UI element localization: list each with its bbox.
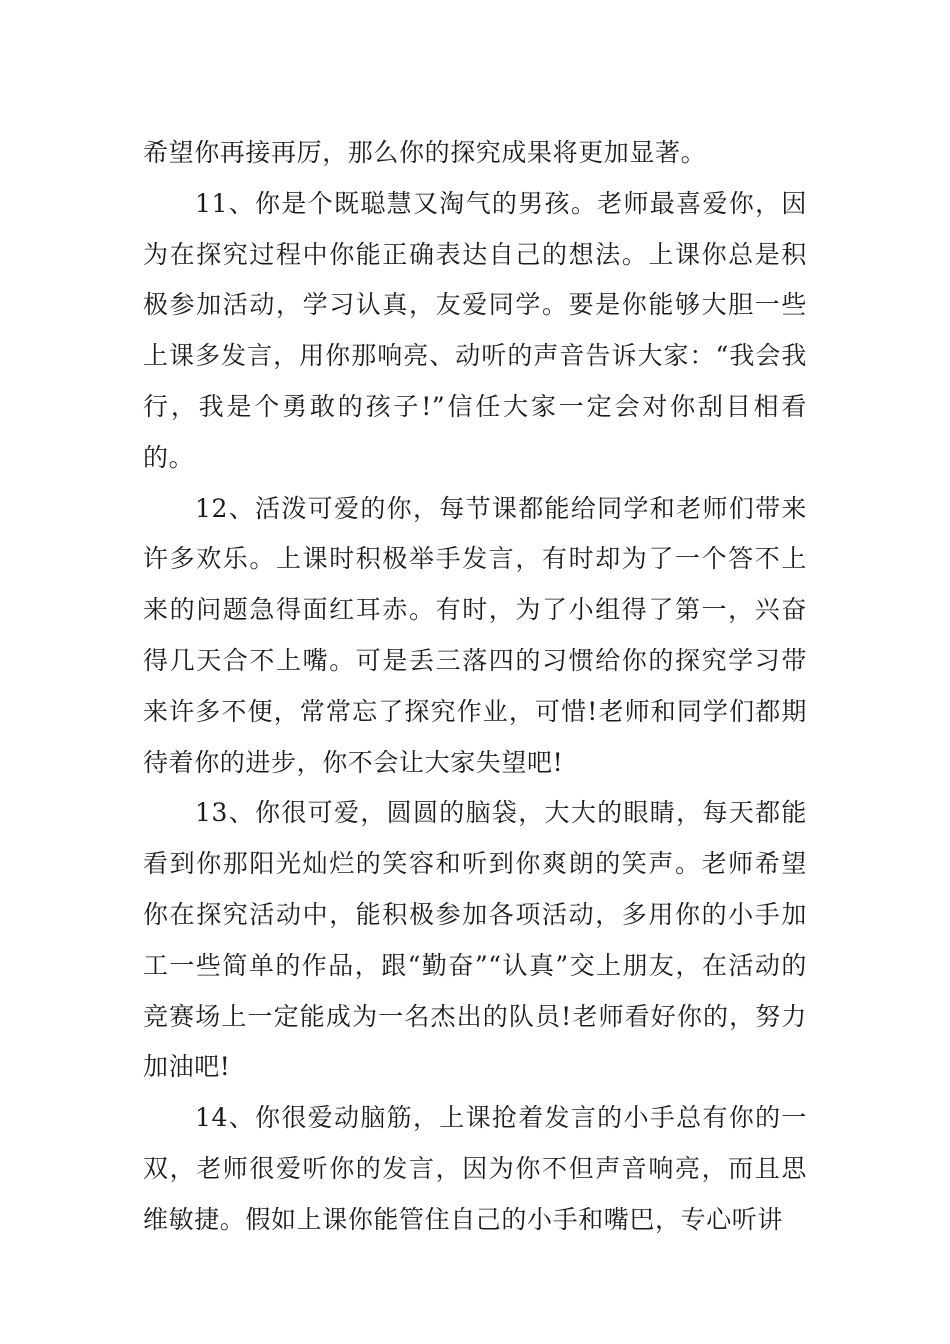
paragraph-continuation: 希望你再接再厉，那么你的探究成果将更加显著。	[143, 138, 707, 167]
paragraph-comment-13: 13、你很可爱，圆圆的脑袋，大大的眼睛，每天都能看到你那阳光灿烂的笑容和听到你爽朗的笑声。老师希望你在探究活动中，能积极参加各项活动，多用你的小手加工一些简单的作品，跟“勤奋”“认真”交上朋友，在活动的竞赛场上一定能成为一名杰出的队员!老师看好你的，努力加油吧!	[143, 798, 807, 1082]
paragraph-comment-12: 12、活泼可爱的你，每节课都能给同学和老师们带来许多欢乐。上课时积极举手发言，有时却为了一个答不上来的问题急得面红耳赤。有时，为了小组得了第一，兴奋得几天合不上嘴。可是丢三落四的习惯给你的探究学习带来许多不便，常常忘了探究作业，可惜!老师和同学们都期待着你的进步，你不会让大家失望吧!	[143, 493, 807, 777]
paragraph-comment-11: 11、你是个既聪慧又淘气的男孩。老师最喜爱你，因为在探究过程中你能正确表达自己的想法。上课你总是积极参加活动，学习认真，友爱同学。要是你能够大胆一些上课多发言，用你那响亮、动听的声音告诉大家：“我会我行，我是个勇敢的孩子!”信任大家一定会对你刮目相看的。	[143, 188, 807, 472]
document-body	[143, 128, 807, 1246]
paragraph-comment-14: 14、你很爱动脑筋，上课抢着发言的小手总有你的一双，老师很爱听你的发言，因为你不但声音响亮，而且思维敏捷。假如上课你能管住自己的小手和嘴巴，专心听讲	[143, 1103, 807, 1234]
